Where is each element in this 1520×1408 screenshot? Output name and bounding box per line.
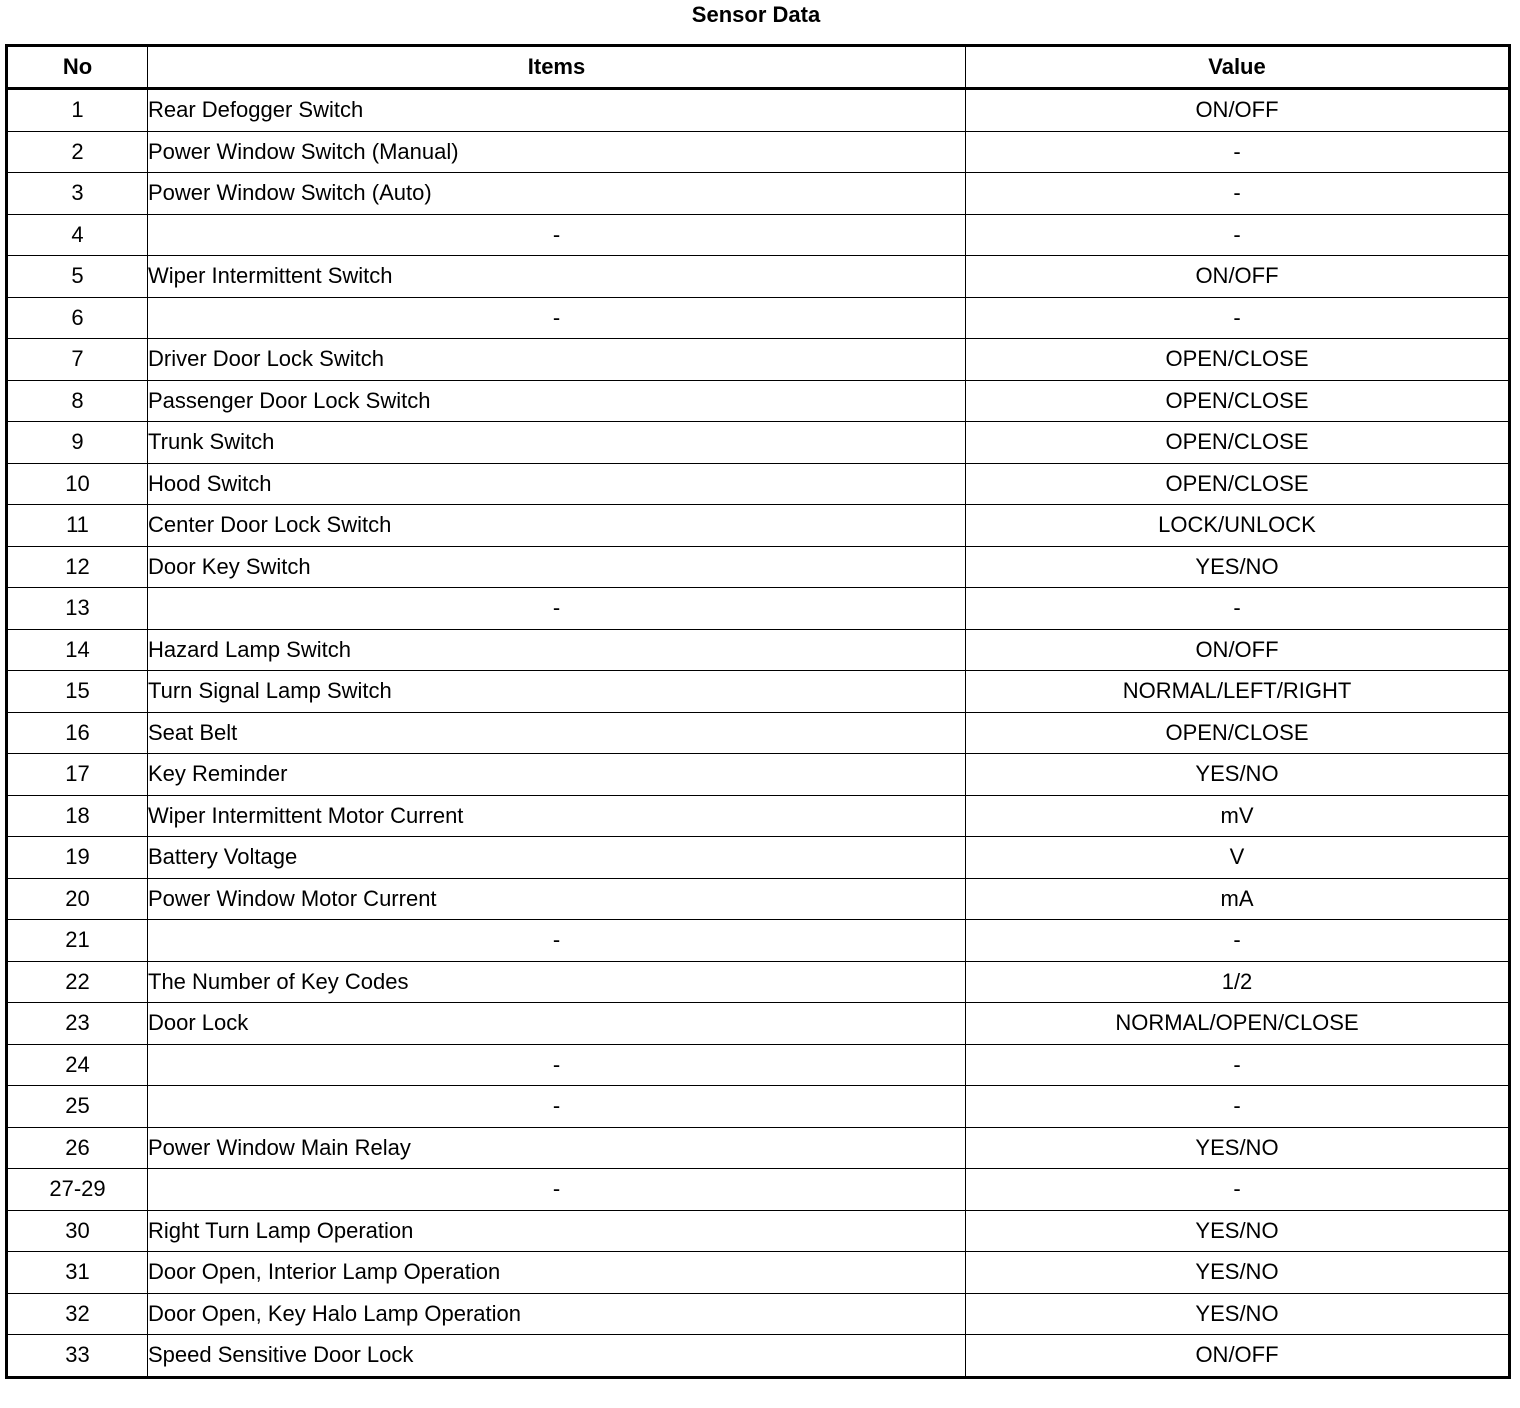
table-row: [7, 1210, 1510, 1252]
row-item: Hazard Lamp Switch: [148, 629, 966, 671]
row-value: NORMAL/LEFT/RIGHT: [966, 671, 1510, 713]
row-item: Wiper Intermittent Motor Current: [148, 795, 966, 837]
table-row: [7, 961, 1510, 1003]
row-number: 18: [7, 795, 148, 837]
column-header-no: No: [7, 46, 148, 89]
table-row: [7, 795, 1510, 837]
row-value: YES/NO: [966, 546, 1510, 588]
row-item: Door Open, Interior Lamp Operation: [148, 1252, 966, 1294]
row-number: 33: [7, 1335, 148, 1378]
row-number: 2: [7, 131, 148, 173]
column-header-value: Value: [966, 46, 1510, 89]
row-value: ON/OFF: [966, 1335, 1510, 1378]
row-item: Door Open, Key Halo Lamp Operation: [148, 1293, 966, 1335]
row-item: -: [148, 1169, 966, 1211]
table-row: [7, 629, 1510, 671]
row-value: -: [966, 1086, 1510, 1128]
row-number: 1: [7, 89, 148, 132]
row-value: YES/NO: [966, 1210, 1510, 1252]
page-title: Sensor Data: [691, 2, 821, 27]
row-value: OPEN/CLOSE: [966, 339, 1510, 381]
column-header-items: Items: [148, 46, 966, 89]
row-item: Power Window Switch (Manual): [148, 131, 966, 173]
table-row: [7, 878, 1510, 920]
table-row: [7, 214, 1510, 256]
table-row: [7, 754, 1510, 796]
row-number: 22: [7, 961, 148, 1003]
row-value: OPEN/CLOSE: [966, 422, 1510, 464]
row-item: -: [148, 1044, 966, 1086]
table-row: [7, 837, 1510, 879]
row-number: 3: [7, 173, 148, 215]
row-item: Rear Defogger Switch: [148, 89, 966, 132]
row-item: -: [148, 1086, 966, 1128]
row-number: 23: [7, 1003, 148, 1045]
row-item: Trunk Switch: [148, 422, 966, 464]
row-value: V: [966, 837, 1510, 879]
table-row: [7, 173, 1510, 215]
row-value: OPEN/CLOSE: [966, 712, 1510, 754]
table-row: [7, 1086, 1510, 1128]
table-row: [7, 256, 1510, 298]
row-number: 10: [7, 463, 148, 505]
table-row: [7, 380, 1510, 422]
table-row: [7, 920, 1510, 962]
table-row: [7, 1169, 1510, 1211]
row-number: 21: [7, 920, 148, 962]
row-value: mV: [966, 795, 1510, 837]
row-number: 31: [7, 1252, 148, 1294]
row-number: 7: [7, 339, 148, 381]
row-value: YES/NO: [966, 754, 1510, 796]
row-value: YES/NO: [966, 1293, 1510, 1335]
row-number: 26: [7, 1127, 148, 1169]
row-item: Power Window Switch (Auto): [148, 173, 966, 215]
row-number: 15: [7, 671, 148, 713]
row-number: 17: [7, 754, 148, 796]
row-item: Speed Sensitive Door Lock: [148, 1335, 966, 1378]
row-number: 13: [7, 588, 148, 630]
row-item: Center Door Lock Switch: [148, 505, 966, 547]
row-item: Door Key Switch: [148, 546, 966, 588]
row-value: ON/OFF: [966, 89, 1510, 132]
sensor-data-table: [5, 44, 1511, 1379]
row-number: 5: [7, 256, 148, 298]
row-value: -: [966, 1044, 1510, 1086]
table-row: [7, 1044, 1510, 1086]
row-value: NORMAL/OPEN/CLOSE: [966, 1003, 1510, 1045]
row-item: Hood Switch: [148, 463, 966, 505]
table-row: [7, 671, 1510, 713]
table-row: [7, 422, 1510, 464]
row-number: 14: [7, 629, 148, 671]
row-number: 25: [7, 1086, 148, 1128]
table-row: [7, 1293, 1510, 1335]
row-item: -: [148, 920, 966, 962]
row-number: 20: [7, 878, 148, 920]
row-item: Battery Voltage: [148, 837, 966, 879]
row-value: ON/OFF: [966, 256, 1510, 298]
row-value: YES/NO: [966, 1252, 1510, 1294]
table-body: [7, 89, 1510, 1378]
row-item: Passenger Door Lock Switch: [148, 380, 966, 422]
row-item: Wiper Intermittent Switch: [148, 256, 966, 298]
row-number: 19: [7, 837, 148, 879]
row-number: 16: [7, 712, 148, 754]
row-value: YES/NO: [966, 1127, 1510, 1169]
row-value: 1/2: [966, 961, 1510, 1003]
row-item: Right Turn Lamp Operation: [148, 1210, 966, 1252]
table-row: [7, 546, 1510, 588]
table-row: [7, 1335, 1510, 1378]
table-row: [7, 463, 1510, 505]
table-row: [7, 1252, 1510, 1294]
table-row: [7, 1127, 1510, 1169]
table-row: [7, 1003, 1510, 1045]
row-number: 24: [7, 1044, 148, 1086]
row-item: Key Reminder: [148, 754, 966, 796]
row-number: 6: [7, 297, 148, 339]
table-row: [7, 712, 1510, 754]
row-number: 4: [7, 214, 148, 256]
table-row: [7, 505, 1510, 547]
row-value: LOCK/UNLOCK: [966, 505, 1510, 547]
row-value: -: [966, 297, 1510, 339]
row-number: 9: [7, 422, 148, 464]
row-value: -: [966, 588, 1510, 630]
row-number: 32: [7, 1293, 148, 1335]
row-number: 8: [7, 380, 148, 422]
table-row: [7, 339, 1510, 381]
row-item: The Number of Key Codes: [148, 961, 966, 1003]
row-number: 12: [7, 546, 148, 588]
row-item: -: [148, 214, 966, 256]
table-row: [7, 297, 1510, 339]
row-item: -: [148, 297, 966, 339]
row-number: 11: [7, 505, 148, 547]
table-row: [7, 588, 1510, 630]
row-item: -: [148, 588, 966, 630]
row-item: Door Lock: [148, 1003, 966, 1045]
row-value: -: [966, 1169, 1510, 1211]
row-value: -: [966, 214, 1510, 256]
row-item: Seat Belt: [148, 712, 966, 754]
row-value: -: [966, 131, 1510, 173]
row-item: Driver Door Lock Switch: [148, 339, 966, 381]
row-number: 27-29: [7, 1169, 148, 1211]
table-header-row: [7, 46, 1510, 89]
row-value: ON/OFF: [966, 629, 1510, 671]
row-value: OPEN/CLOSE: [966, 463, 1510, 505]
row-item: Turn Signal Lamp Switch: [148, 671, 966, 713]
table-row: [7, 131, 1510, 173]
row-value: -: [966, 920, 1510, 962]
row-value: -: [966, 173, 1510, 215]
row-value: mA: [966, 878, 1510, 920]
row-value: OPEN/CLOSE: [966, 380, 1510, 422]
row-item: Power Window Motor Current: [148, 878, 966, 920]
row-number: 30: [7, 1210, 148, 1252]
table-row: [7, 89, 1510, 132]
row-item: Power Window Main Relay: [148, 1127, 966, 1169]
